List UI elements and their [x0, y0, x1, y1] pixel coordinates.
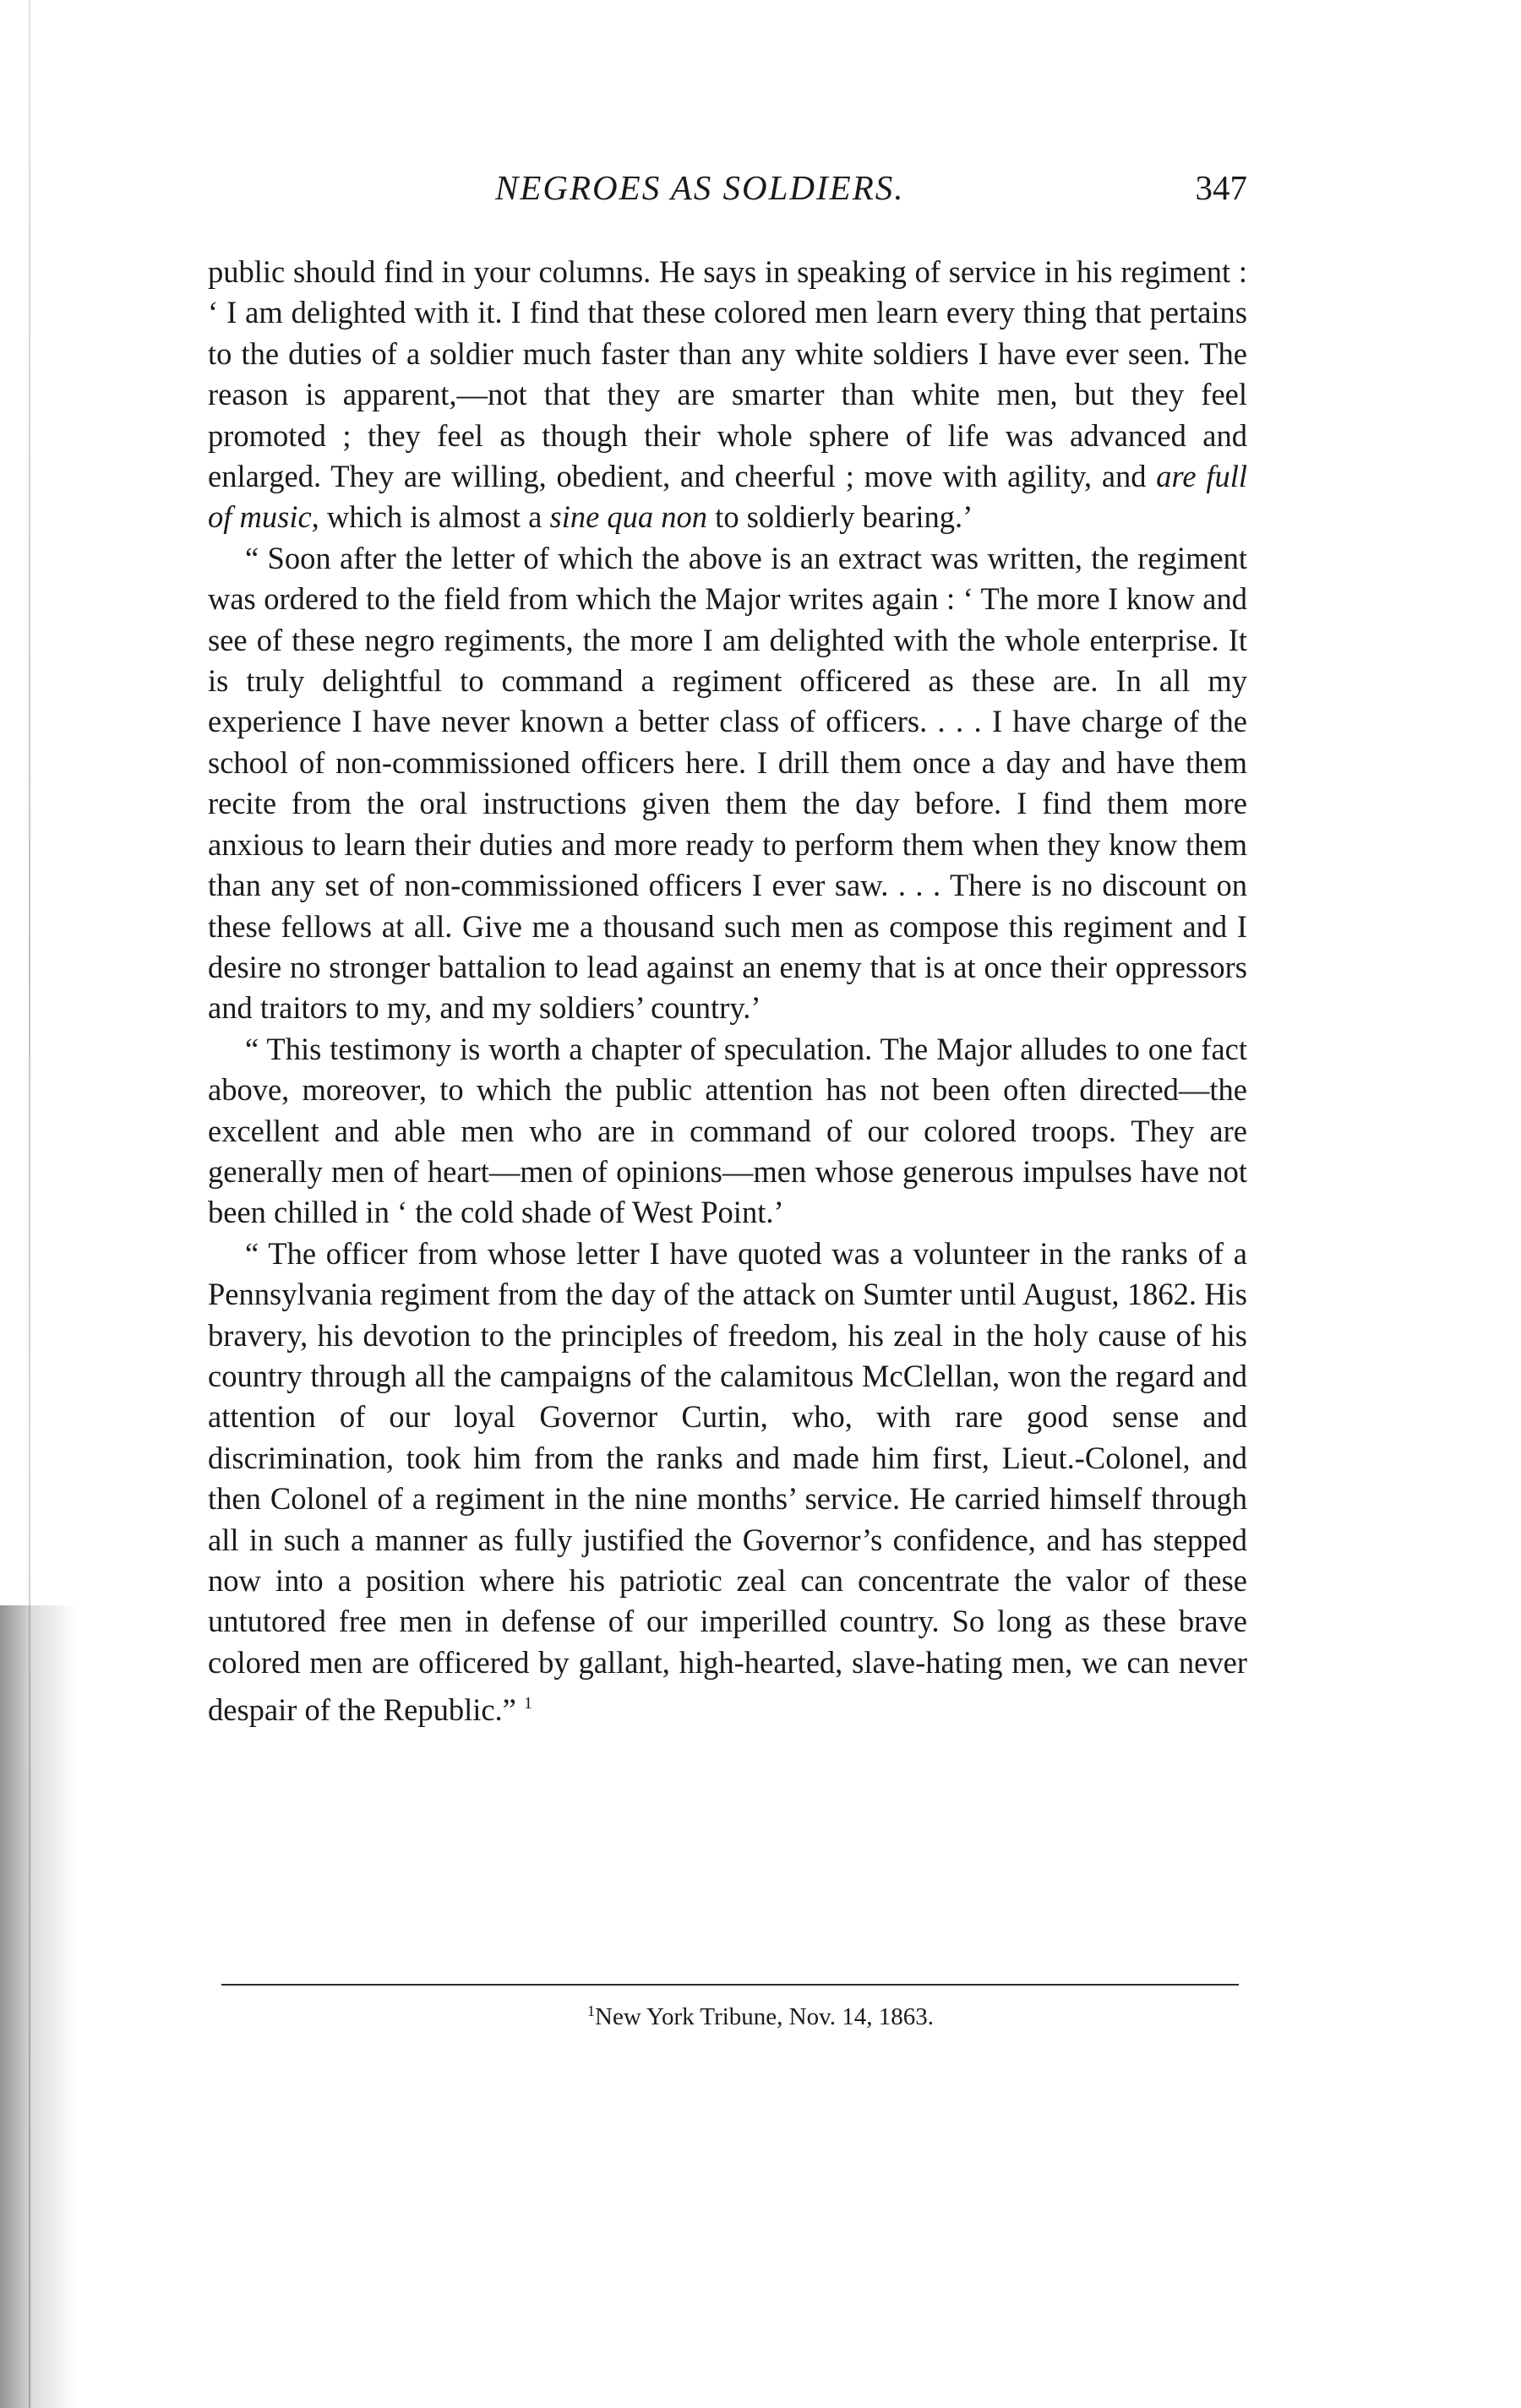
paragraph-1-text-3: to soldierly bearing.’ [707, 499, 973, 535]
italic-phrase-sine-qua-non: sine qua non [549, 499, 708, 535]
paragraph-4-text: “ The officer from whose letter I have quoted was a volunteer in the ranks of a Pennsylvania regiment from the day of the attack on Sumter until August, 1862. His bravery, his devotion to the principles of freedom, his zeal in the holy cause of his country through all the campaigns of the calamitous McClellan, won the regard and attention of our loyal Governor Curtin, who, with rare good sense and discrimination, took him from the ranks and made him first, Lieut.-Colonel, and then Colonel of a regiment in the nine months’ service. He carried himself through all in such a manner as fully justified the Governor’s confidence, and has stepped now into a position where his patriotic zeal can concentrate the valor of these untutored free men in defense of our imperilled country. So long as these brave colored men are officered by gallant, high-hearted, slave-hating men, we can never despair of the Republic.” [208, 1235, 1247, 1728]
footnote-reference: 1 [524, 1694, 533, 1713]
paragraph-1-text: public should find in your columns. He says in speaking of service in his regiment : ‘ I am delighted with it. I find that these colored men learn every thing that pertains to the duties of a soldier much faster than any white soldiers I have ever seen. The reason is apparent,—not that they are smarter than white men, but they feel promoted ; they feel as though their whole sphere of life was advanced and enlarged. They are willing, obedient, and cheerful ; move with agility, and [208, 254, 1247, 494]
italic-phrase-full-of-music: are full of music, [208, 459, 1247, 535]
footnote [0, 2002, 1521, 2031]
body-text [208, 252, 1247, 1731]
paragraph-2: “ Soon after the letter of which the above is an extract was written, the regiment was ordered to the field from which the Major writes again : ‘ The more I know and see of these negro regiments, the more I am delighted with the whole enterprise. It is truly delightful to command a regiment officered as these are. In all my experience I have never known a better class of officers. . . . I have charge of the school of non-commissioned officers here. I drill them once a day and have them recite from the oral instructions given them the day before. I find them more anxious to learn their duties and more ready to perform them when they know them than any set of non-commissioned officers I ever saw. . . . There is no discount on these fellows at all. Give me a thousand such men as compose this regiment and I desire no stronger battalion to lead against an enemy that is at once their oppressors and traitors to my, and my soldiers’ country.’ [208, 540, 1247, 1026]
page-number: 347 [1195, 168, 1247, 207]
paragraph-1 [208, 252, 1247, 538]
footnote-marker: 1 [587, 2002, 596, 2019]
paragraph-3: “ This testimony is worth a chapter of speculation. The Major alludes to one fact above, moreover, to which the public attention has not been often directed—the excellent and able men who are in command of our colored troops. They are generally men of heart—men of opinions—men whose generous impulses have not been chilled in ‘ the cold shade of West Point.’ [208, 1031, 1247, 1230]
footnote-divider [221, 1984, 1239, 1986]
paragraph-4 [208, 1234, 1247, 1731]
footnote-text: New York Tribune, Nov. 14, 1863. [595, 2003, 934, 2030]
page-header [208, 167, 1247, 235]
scan-gutter [0, 0, 93, 2408]
running-title: NEGROES AS SOLDIERS. [495, 168, 905, 207]
paragraph-1-text-2: which is almost a [319, 499, 550, 535]
